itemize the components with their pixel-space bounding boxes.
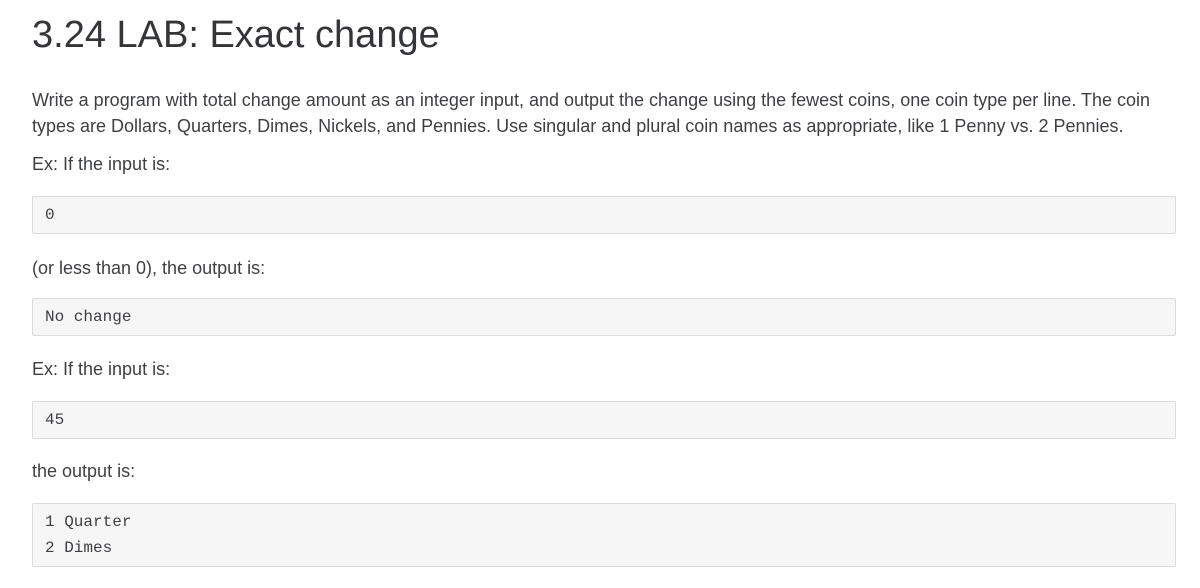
problem-description: Write a program with total change amount as an integer input, and output the change using the fewest coins, one coin type per line. The coin types are Dollars, Quarters, Dimes, Nickels, and Pennies. Use singular and plural coin names as appropriate, like 1 Penny vs. 2 Pennies. — [32, 90, 1151, 136]
page-title: 3.24 LAB: Exact change — [32, 14, 440, 56]
example1-input-value: 0 — [45, 206, 55, 224]
example2-input-value: 45 — [45, 411, 65, 429]
example1-output-label: (or less than 0), the output is: — [32, 258, 266, 278]
example1-input-box — [32, 196, 1176, 234]
example2-output-line: 2 Dimes — [45, 539, 113, 557]
example2-output-box — [32, 503, 1176, 567]
example2-output-label: the output is: — [32, 461, 136, 481]
example1-output-box — [32, 298, 1176, 336]
example2-input-box — [32, 401, 1176, 439]
example1-input-label: Ex: If the input is: — [32, 154, 171, 174]
example2-input-label: Ex: If the input is: — [32, 359, 171, 379]
example1-output-line: No change — [45, 308, 132, 326]
example2-output-line: 1 Quarter — [45, 513, 132, 531]
